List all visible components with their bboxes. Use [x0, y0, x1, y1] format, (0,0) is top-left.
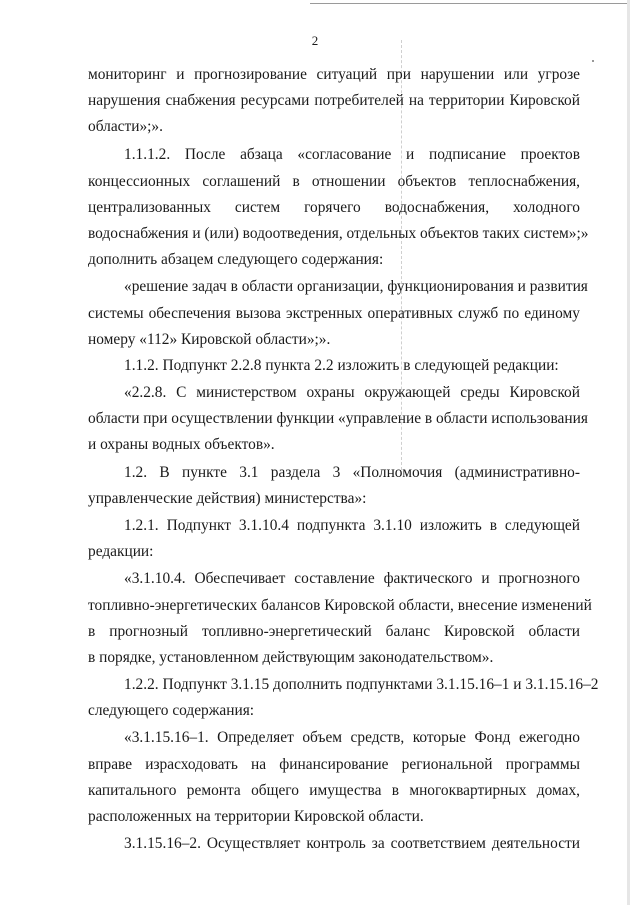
scan-edge-top	[310, 3, 630, 4]
text-line: дополнить абзацем следующего содержания:	[88, 251, 384, 268]
text-line: и охраны водных объектов».	[88, 436, 275, 453]
text-line: вправе израсходовать на финансирование региональной программы	[88, 756, 580, 773]
text-line: «3.1.15.16–1. Определяет объем средств, которые Фонд ежегодно	[124, 729, 580, 746]
text-line: 1.2.2. Подпункт 3.1.15 дополнить подпунктами 3.1.15.16–1 и 3.1.15.16–2	[124, 676, 599, 693]
text-line: области»;».	[88, 118, 163, 135]
page-number: 2	[311, 33, 319, 48]
text-line: централизованных систем горячего водоснабжения, холодного	[88, 199, 580, 216]
text-line: 1.2.1. Подпункт 3.1.10.4 подпункта 3.1.10 изложить в следующей	[124, 517, 580, 534]
text-line: «решение задач в области организации, функционирования и развития	[124, 278, 588, 295]
text-line: в порядке, установленном действующим законодательством».	[88, 649, 494, 666]
text-line: в прогнозный топливно-энергетический баланс Кировской области	[88, 623, 580, 640]
text-line: нарушения снабжения ресурсами потребителей на территории Кировской	[88, 92, 580, 109]
text-line: 1.2. В пункте 3.1 раздела 3 «Полномочия (административно-	[124, 464, 580, 481]
text-line: концессионных соглашений в отношении объектов теплоснабжения,	[88, 173, 580, 190]
text-line: 1.1.1.2. После абзаца «согласование и подписание проектов	[124, 146, 580, 163]
text-line: редакции:	[88, 543, 154, 560]
text-line: топливно-энергетических балансов Кировской области, внесение изменений	[88, 597, 592, 614]
text-line: «3.1.10.4. Обеспечивает составление фактического и прогнозного	[124, 570, 580, 587]
text-line: «2.2.8. С министерством охраны окружающей среды Кировской	[124, 384, 580, 401]
text-line: капитального ремонта общего имущества в многоквартирных домах,	[88, 782, 580, 799]
text-line: следующего содержания:	[88, 702, 255, 719]
text-line: мониторинг и прогнозирование ситуаций при нарушении или угрозе	[88, 66, 580, 83]
text-line: управленческие действия) министерства»:	[88, 490, 367, 507]
text-line: области при осуществлении функции «управление в области использования	[88, 410, 588, 427]
text-line: 3.1.15.16–2. Осуществляет контроль за соответствием деятельности	[124, 835, 580, 852]
scan-speck	[592, 60, 594, 62]
text-line: водоснабжения и (или) водоотведения, отдельных объектов таких систем»;»	[88, 225, 589, 242]
text-line: расположенных на территории Кировской области.	[88, 808, 424, 825]
text-line: системы обеспечения вызова экстренных оперативных служб по единому	[88, 305, 580, 322]
text-line: номеру «112» Кировской области»;».	[88, 331, 331, 348]
text-line: 1.1.2. Подпункт 2.2.8 пункта 2.2 изложить в следующей редакции:	[124, 357, 559, 374]
